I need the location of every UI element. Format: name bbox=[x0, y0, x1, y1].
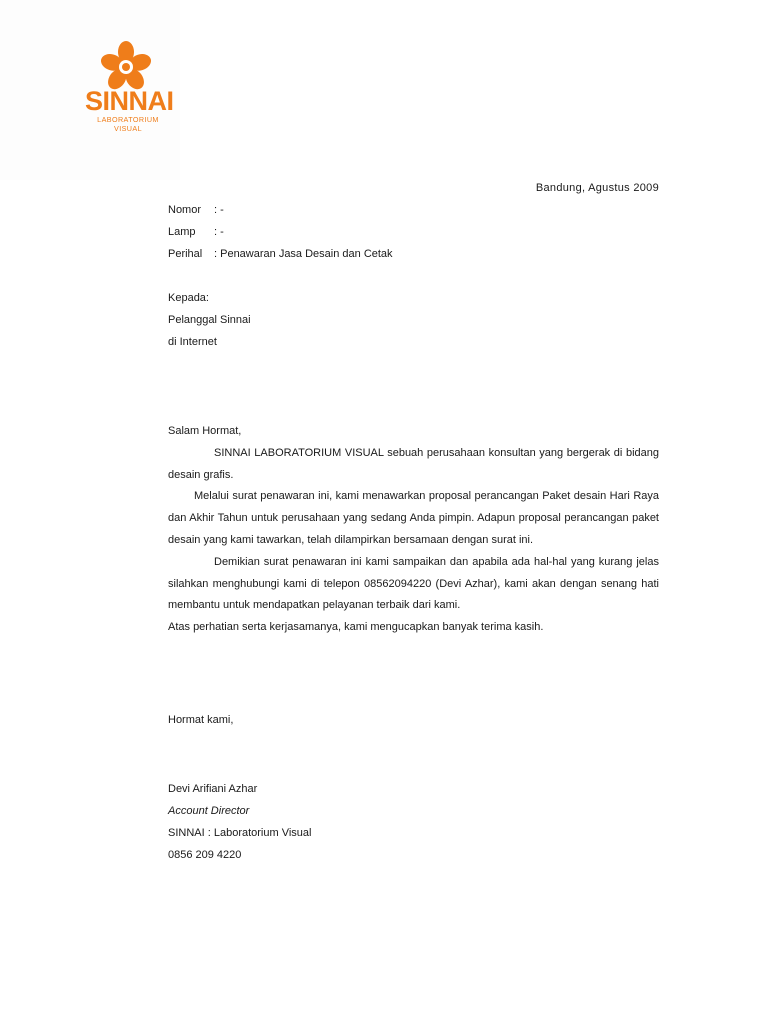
salutation: Salam Hormat, bbox=[168, 425, 242, 437]
brand-name: SINNAI bbox=[85, 86, 174, 116]
meta-value: : - bbox=[214, 204, 224, 216]
signer-role: Account Director bbox=[168, 805, 250, 817]
signer-name: Devi Arifiani Azhar bbox=[168, 783, 258, 795]
recipient-line: Pelanggal Sinnai bbox=[168, 314, 251, 326]
brand-subtitle: LABORATORIUM VISUAL bbox=[97, 115, 159, 133]
meta-label: Perihal bbox=[168, 248, 203, 260]
body-paragraph: Atas perhatian serta kerjasamanya, kami mengucapkan banyak terima kasih. bbox=[168, 621, 544, 634]
letterhead bbox=[0, 0, 180, 180]
signature-block bbox=[168, 782, 311, 870]
body-paragraph: SINNAI LABORATORIUM VISUAL sebuah perusahaan konsultan yang bergerak di bidang desain grafis. bbox=[168, 446, 659, 481]
body-paragraph: Melalui surat penawaran ini, kami menawarkan proposal perancangan Paket desain Hari Raya dan Akhir Tahun untuk perusahaan yang sedang Anda pimpin. Adapun proposal perancangan paket desain yang kami tawarkan, telah dilampirkan bersamaan dengan surat ini. bbox=[168, 490, 659, 546]
meta-label: Nomor bbox=[168, 204, 202, 216]
letter-meta bbox=[168, 203, 393, 269]
recipient-line: Kepada: bbox=[168, 292, 209, 304]
letter-date: Bandung, Agustus 2009 bbox=[535, 182, 659, 194]
meta-number bbox=[168, 203, 393, 225]
signer-company: SINNAI : Laboratorium Visual bbox=[168, 827, 312, 839]
closing: Hormat kami, bbox=[168, 714, 234, 726]
meta-attachment bbox=[168, 225, 393, 247]
recipient-block bbox=[168, 291, 251, 357]
meta-value: : Penawaran Jasa Desain dan Cetak bbox=[214, 248, 393, 260]
meta-label: Lamp bbox=[168, 226, 196, 238]
meta-subject bbox=[168, 247, 393, 269]
meta-value: : - bbox=[214, 226, 224, 238]
signer-phone: 0856 209 4220 bbox=[168, 849, 242, 861]
body-paragraph: Demikian surat penawaran ini kami sampaikan dan apabila ada hal-hal yang kurang jelas silahkan menghubungi kami di telepon 08562094220 (Devi Azhar), kami akan dengan senang hati membantu untuk mendapatkan pelayanan terbaik dari kami. bbox=[168, 555, 659, 612]
recipient-line: di Internet bbox=[168, 336, 217, 348]
letter-body bbox=[168, 421, 659, 639]
